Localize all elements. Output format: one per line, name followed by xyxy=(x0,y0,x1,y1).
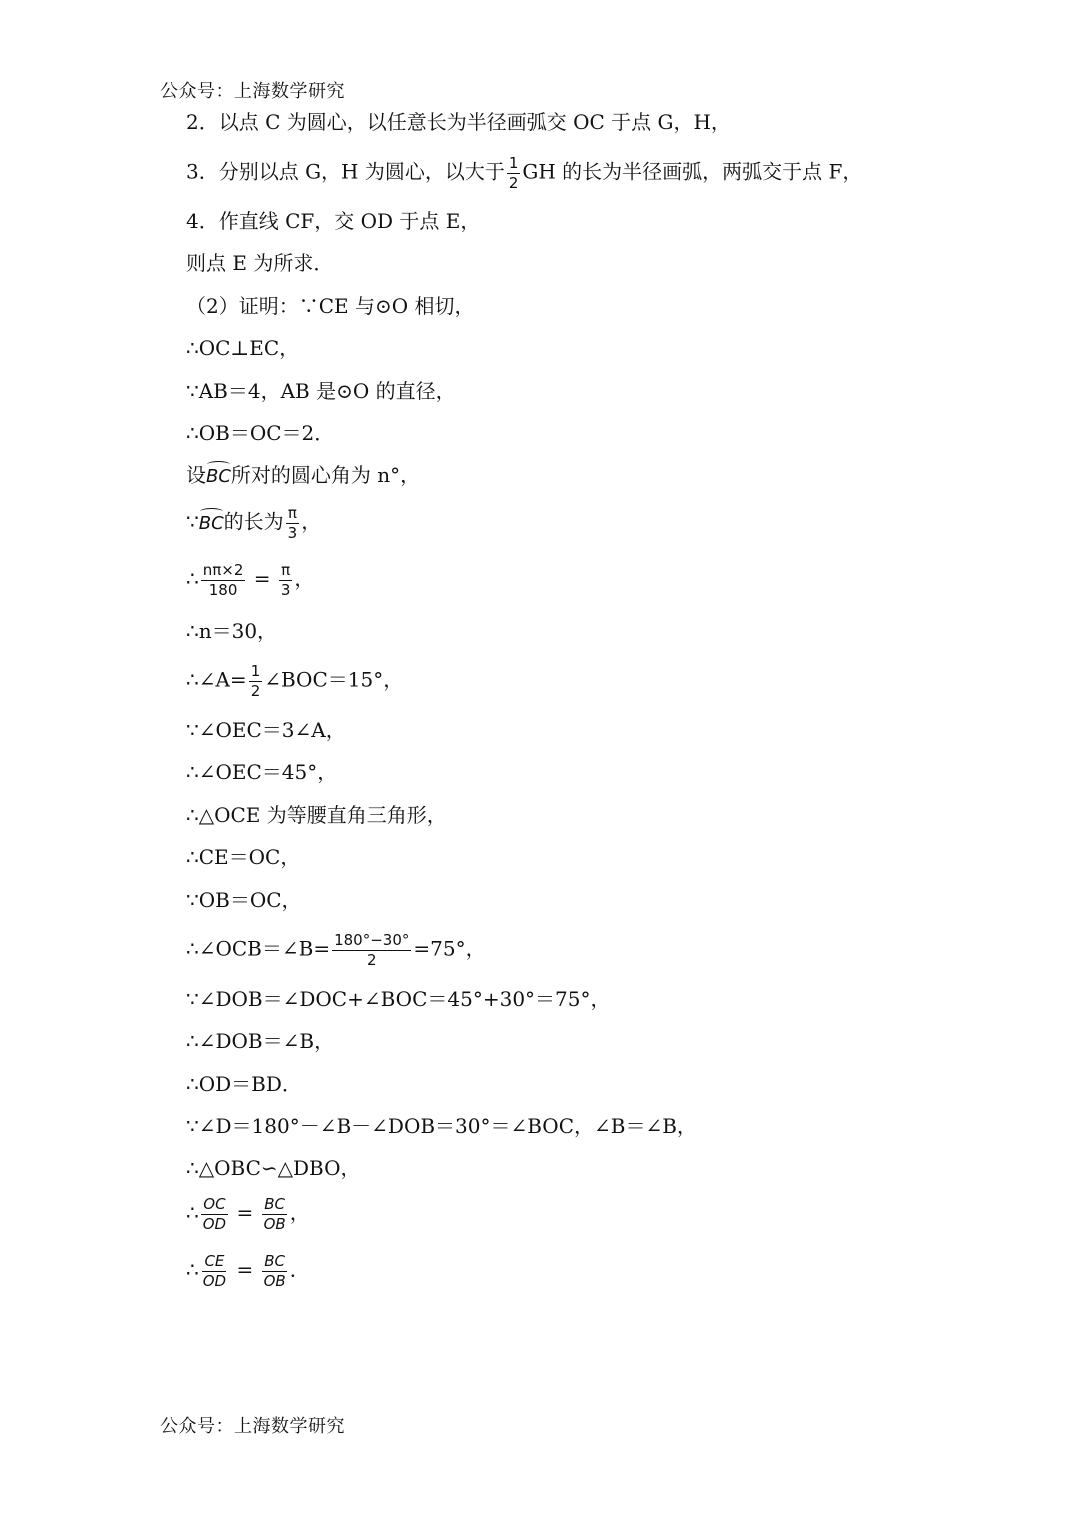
proof-line-17: ∴CE＝OC， xyxy=(186,845,301,869)
proof-line-6: ∴OC⊥EC， xyxy=(186,336,300,360)
fraction-numerator: 1 xyxy=(508,154,519,172)
fraction-half xyxy=(249,663,263,699)
fraction-pi-over-3 xyxy=(279,562,293,598)
text-pre: 设 xyxy=(186,463,206,487)
fraction-ce-od xyxy=(201,1253,228,1289)
proof-line-18: ∵OB＝OC， xyxy=(186,888,302,912)
therefore-symbol: ∴ xyxy=(186,1200,199,1225)
fraction-half xyxy=(507,155,521,191)
text-post: 所对的圆心角为 n°， xyxy=(230,463,421,487)
fraction-numerator: π xyxy=(281,561,291,579)
therefore-symbol: ∴ xyxy=(186,566,199,591)
text-post: ． xyxy=(289,1257,310,1282)
proof-line-21: ∴∠DOB＝∠B， xyxy=(186,1029,335,1053)
fraction-pi-over-3 xyxy=(286,505,300,541)
page-header: 公众号：上海数学研究 xyxy=(160,81,345,102)
text-mid: 的长为 xyxy=(223,509,284,534)
proof-line-7: ∵AB＝4，AB 是⊙O 的直径， xyxy=(186,379,456,403)
because-symbol: ∵ xyxy=(186,509,199,534)
equals-sign: = xyxy=(236,1257,254,1282)
proof-line-12: ∴n＝30， xyxy=(186,619,278,643)
proof-line-8: ∴OB＝OC＝2． xyxy=(186,421,335,445)
proof-line-10 xyxy=(186,505,321,541)
proof-line-14: ∵∠OEC＝3∠A， xyxy=(186,718,346,742)
fraction-bc-ob xyxy=(262,1196,288,1232)
proof-line-15: ∴∠OEC＝45°， xyxy=(186,760,338,784)
arc-bc: BC xyxy=(206,466,231,487)
text-post: ， xyxy=(294,566,315,591)
proof-line-23: ∵∠D＝180°－∠B－∠DOB＝30°＝∠BOC，∠B＝∠B， xyxy=(186,1114,697,1138)
fraction-numerator: nπ×2 xyxy=(202,561,244,579)
fraction-denominator: OD xyxy=(202,1271,227,1290)
fraction-angle xyxy=(332,932,411,968)
text-post: ， xyxy=(289,1200,310,1225)
proof-line-11 xyxy=(186,562,314,598)
proof-line-9 xyxy=(186,465,420,486)
step-3-text-post: GH 的长为半径画弧，两弧交于点 F， xyxy=(522,159,863,184)
fraction-denominator: 2 xyxy=(250,681,261,700)
text-pre: ∴∠A= xyxy=(186,667,247,692)
fraction-denominator: 3 xyxy=(280,580,291,599)
proof-line-20: ∵∠DOB＝∠DOC+∠BOC＝45°+30°＝75°， xyxy=(186,987,611,1011)
fraction-denominator: OB xyxy=(263,1214,286,1233)
fraction-bc-ob xyxy=(262,1253,288,1289)
text-post: ∠BOC＝15°， xyxy=(264,667,404,692)
proof-line-24: ∴△OBC∽△DBO， xyxy=(186,1156,361,1180)
fraction-denominator: 180 xyxy=(208,580,238,599)
fraction-numerator: 180°−30° xyxy=(334,931,410,949)
fraction-numerator: 1 xyxy=(250,662,261,680)
proof-line-26 xyxy=(186,1253,310,1289)
step-2-line: 2．以点 C 为圆心，以任意长为半径画弧交 OC 于点 G，H， xyxy=(186,110,731,134)
fraction-numerator: OC xyxy=(203,1195,226,1213)
text-post: ， xyxy=(301,509,322,534)
arc-bc: BC xyxy=(198,512,224,534)
fraction-denominator: OB xyxy=(263,1271,286,1290)
step-4-line: 4．作直线 CF，交 OD 于点 E， xyxy=(186,209,481,233)
fraction-numerator: BC xyxy=(264,1252,286,1270)
conclusion-line: 则点 E 为所求． xyxy=(186,251,334,275)
fraction-numerator: CE xyxy=(204,1252,225,1270)
text-post: =75°， xyxy=(413,936,486,961)
fraction-oc-od xyxy=(201,1196,228,1232)
fraction-arc-length xyxy=(201,562,246,598)
therefore-symbol: ∴ xyxy=(186,1257,199,1282)
fraction-numerator: π xyxy=(287,504,297,522)
text-pre: ∴∠OCB＝∠B= xyxy=(186,936,331,961)
equals-sign: = xyxy=(236,1200,254,1225)
step-3-line xyxy=(186,155,862,191)
page-footer: 公众号：上海数学研究 xyxy=(160,1416,345,1437)
fraction-denominator: OD xyxy=(202,1214,227,1233)
fraction-denominator: 2 xyxy=(508,173,519,192)
proof-line-13 xyxy=(186,663,403,699)
proof-line-25 xyxy=(186,1196,310,1232)
step-3-text-pre: 3．分别以点 G，H 为圆心，以大于 xyxy=(186,159,505,184)
proof-line-22: ∴OD＝BD． xyxy=(186,1072,302,1096)
equals-sign: = xyxy=(253,566,271,591)
proof-line-19 xyxy=(186,932,486,968)
proof-start-line: （2）证明：∵CE 与⊙O 相切， xyxy=(186,294,475,318)
fraction-denominator: 3 xyxy=(287,523,298,542)
fraction-denominator: 2 xyxy=(366,950,377,969)
fraction-numerator: BC xyxy=(264,1195,286,1213)
proof-line-16: ∴△OCE 为等腰直角三角形， xyxy=(186,803,447,827)
